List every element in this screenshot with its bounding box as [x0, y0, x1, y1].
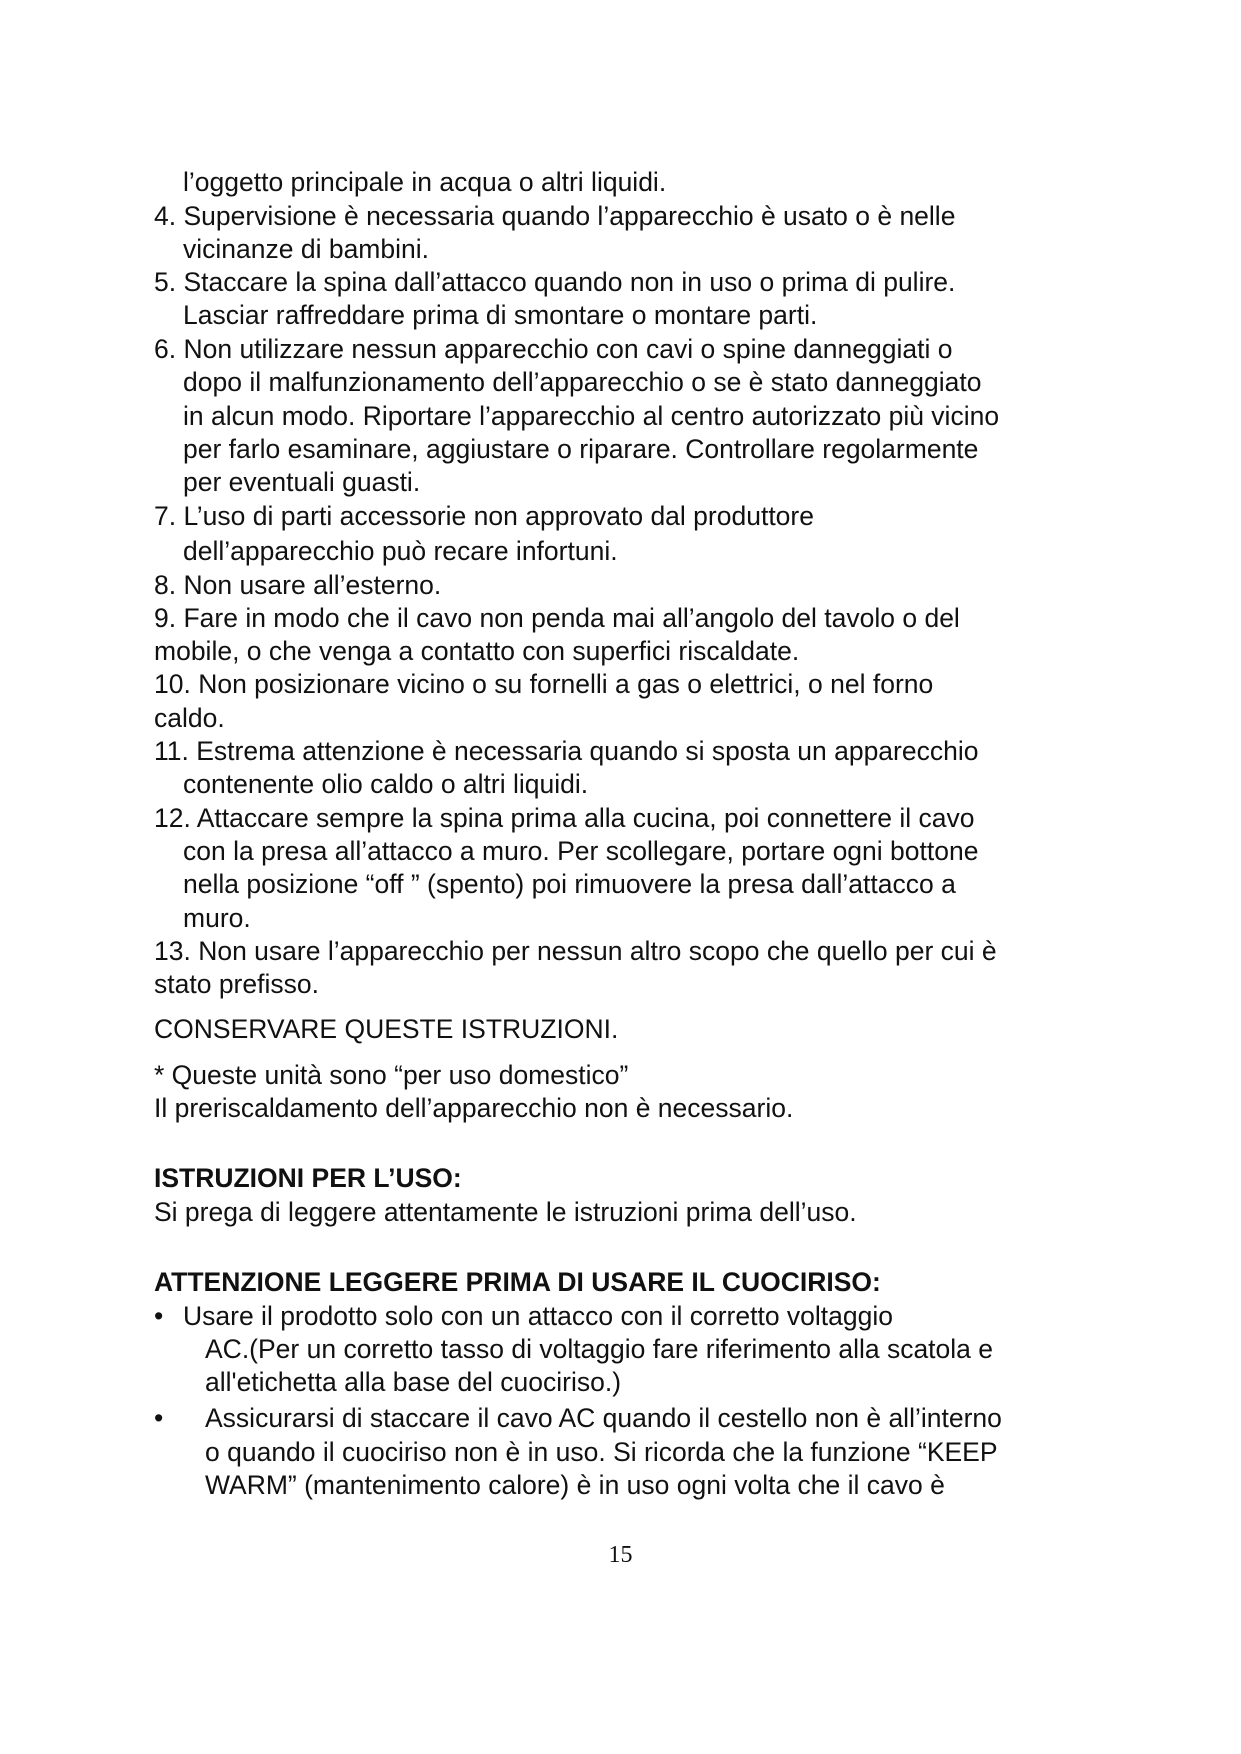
text-line: caldo. [154, 703, 225, 733]
page-number: 15 [608, 1542, 633, 1568]
list-item-13: 13. Non usare l’apparecchio per nessun altro scopo che quello per cui è [154, 936, 997, 966]
bullet-symbol: • [154, 1403, 164, 1433]
text-line: dopo il malfunzionamento dell’apparecchio o se è stato danneggiato [183, 367, 982, 397]
usage-instructions-heading: ISTRUZIONI PER L’USO: [154, 1163, 462, 1193]
bullet-symbol: • [154, 1301, 164, 1331]
list-item-11: 11. Estrema attenzione è necessaria quando si sposta un apparecchio [154, 736, 979, 766]
text-line: vicinanze di bambini. [183, 234, 429, 264]
text-line: stato prefisso. [154, 969, 319, 999]
text-line: WARM” (mantenimento calore) è in uso ogni volta che il cavo è [205, 1470, 945, 1500]
bullet-item-2: Assicurarsi di staccare il cavo AC quando il cestello non è all’interno [205, 1403, 1002, 1433]
domestic-use-note: * Queste unità sono “per uso domestico” [154, 1060, 629, 1090]
preheat-note: Il preriscaldamento dell’apparecchio non è necessario. [154, 1093, 794, 1123]
text-line: in alcun modo. Riportare l’apparecchio al centro autorizzato più vicino [183, 401, 1000, 431]
text-line: dell’apparecchio può recare infortuni. [183, 536, 618, 566]
list-item-6: 6. Non utilizzare nessun apparecchio con cavi o spine danneggiati o [154, 334, 953, 364]
list-item-12: 12. Attaccare sempre la spina prima alla cucina, poi connettere il cavo [154, 803, 975, 833]
text-line: per farlo esaminare, aggiustare o riparare. Controllare regolarmente [183, 434, 979, 464]
text-line: nella posizione “off ” (spento) poi rimuovere la presa dall’attacco a [183, 869, 956, 899]
list-item-10: 10. Non posizionare vicino o su fornelli a gas o elettrici, o nel forno [154, 669, 934, 699]
text-line: l’oggetto principale in acqua o altri liquidi. [183, 167, 667, 197]
text-line: all'etichetta alla base del cuociriso.) [205, 1367, 622, 1397]
text-line: con la presa all’attacco a muro. Per scollegare, portare ogni bottone [183, 836, 979, 866]
text-line: AC.(Per un corretto tasso di voltaggio fare riferimento alla scatola e [205, 1334, 994, 1364]
save-instructions-heading: CONSERVARE QUESTE ISTRUZIONI. [154, 1014, 619, 1044]
warning-heading: ATTENZIONE LEGGERE PRIMA DI USARE IL CUOCIRISO: [154, 1267, 881, 1297]
list-item-5: 5. Staccare la spina dall’attacco quando non in uso o prima di pulire. [154, 267, 956, 297]
bullet-item-1: Usare il prodotto solo con un attacco con il corretto voltaggio [183, 1301, 894, 1331]
usage-intro-text: Si prega di leggere attentamente le istruzioni prima dell’uso. [154, 1197, 857, 1227]
text-line: per eventuali guasti. [183, 467, 421, 497]
text-line: Lasciar raffreddare prima di smontare o montare parti. [183, 300, 818, 330]
text-line: mobile, o che venga a contatto con superfici riscaldate. [154, 636, 800, 666]
list-item-9: 9. Fare in modo che il cavo non penda mai all’angolo del tavolo o del [154, 603, 960, 633]
text-line: o quando il cuociriso non è in uso. Si ricorda che la funzione “KEEP [205, 1437, 998, 1467]
list-item-8: 8. Non usare all’esterno. [154, 570, 442, 600]
text-line: muro. [183, 903, 251, 933]
text-line: contenente olio caldo o altri liquidi. [183, 769, 589, 799]
list-item-7: 7. L’uso di parti accessorie non approvato dal produttore [154, 501, 814, 531]
list-item-4: 4. Supervisione è necessaria quando l’apparecchio è usato o è nelle [154, 201, 956, 231]
